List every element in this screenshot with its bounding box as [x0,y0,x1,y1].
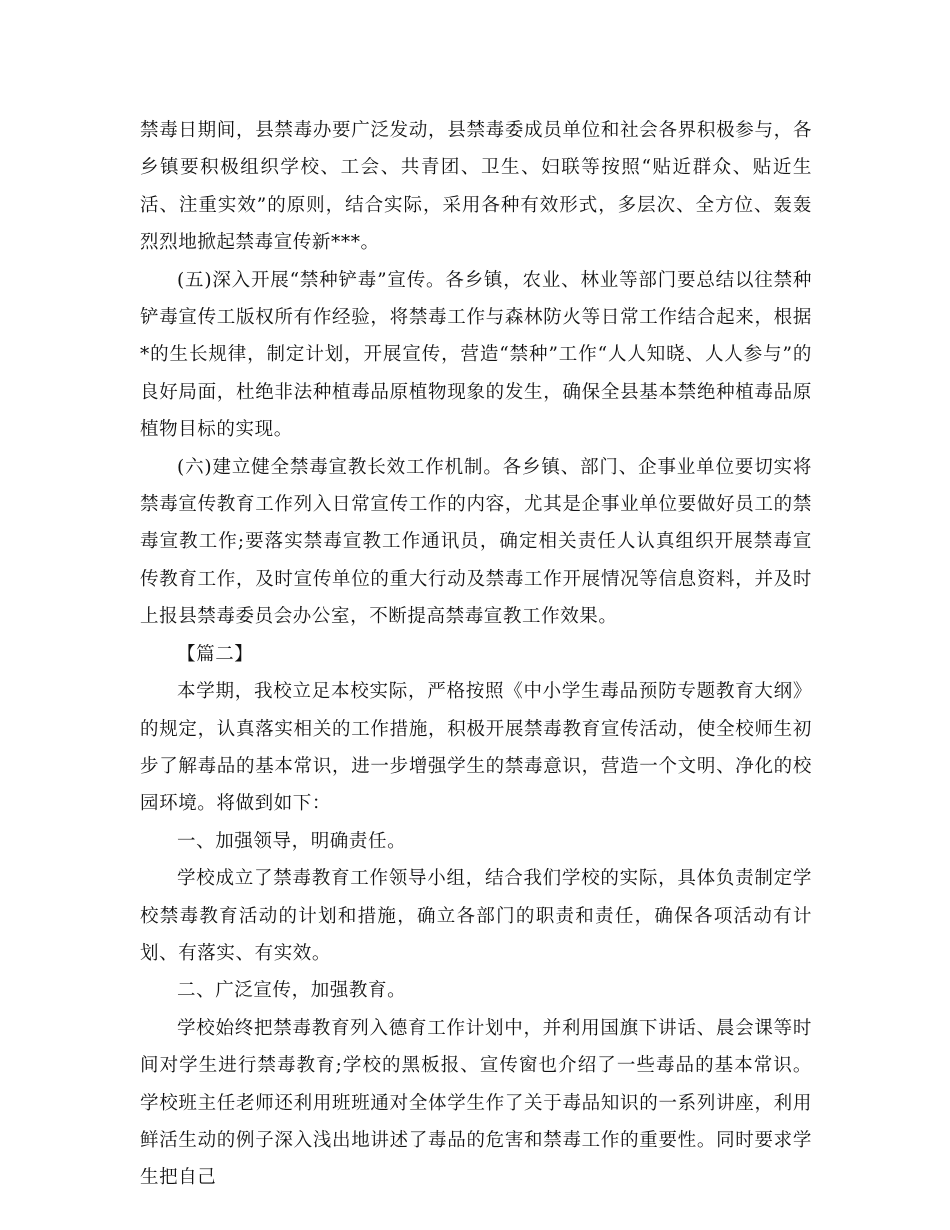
paragraph-section-five: (五)深入开展“禁种铲毒”宣传。各乡镇，农业、林业等部门要总结以往禁种铲毒宣传工版权所有作经验，将禁毒工作与森林防火等日常工作结合起来，根据*的生长规律，制定计划，开展宣传，营造“禁种”工作“人人知晓、人人参与”的良好局面，杜绝非法种植毒品原植物现象的发生，确保全县基本禁绝种植毒品原植物目标的实现。 [140,269,812,441]
paragraph-publicity: 学校始终把禁毒教育列入德育工作计划中，并利用国旗下讲话、晨会课等时间对学生进行禁毒教育;学校的黑板报、宣传窗也介绍了一些毒品的基本常识。学校班主任老师还利用班班通对全体学生作了关于毒品知识的一系列讲座，利用鲜活生动的例子深入浅出地讲述了毒品的危害和禁毒工作的重要性。同时要求学生把自己 [140,1017,812,1189]
paragraph-section-six: (六)建立健全禁毒宣教长效工作机制。各乡镇、部门、企事业单位要切实将禁毒宣传教育工作列入日常宣传工作的内容，尤其是企事业单位要做好员工的禁毒宣教工作;要落实禁毒宣教工作通讯员，确定相关责任人认真组织开展禁毒宣传教育工作，及时宣传单位的重大行动及禁毒工作开展情况等信息资料，并及时上报县禁毒委员会办公室，不断提高禁毒宣教工作效果。 [140,456,812,628]
paragraph-continuation: 禁毒日期间，县禁毒办要广泛发动，县禁毒委成员单位和社会各界积极参与，各乡镇要积极组织学校、工会、共青团、卫生、妇联等按照“贴近群众、贴近生活、注重实效”的原则，结合实际，采用各种有效形式，多层次、全方位、轰轰烈烈地掀起禁毒宣传新***。 [140,120,812,254]
heading-publicity: 二、广泛宣传，加强教育。 [177,980,407,1002]
document-page [140,112,812,1197]
heading-leadership: 一、加强领导，明确责任。 [177,830,407,852]
section-heading-part-two: 【篇二】 [177,643,254,665]
paragraph-leadership: 学校成立了禁毒教育工作领导小组，结合我们学校的实际，具体负责制定学校禁毒教育活动的计划和措施，确立各部门的职责和责任，确保各项活动有计划、有落实、有实效。 [140,868,812,964]
paragraph-intro: 本学期，我校立足本校实际，严格按照《中小学生毒品预防专题教育大纲》的规定，认真落实相关的工作措施，积极开展禁毒教育宣传活动，使全校师生初步了解毒品的基本常识，进一步增强学生的禁毒意识，营造一个文明、净化的校园环境。将做到如下： [140,681,812,815]
